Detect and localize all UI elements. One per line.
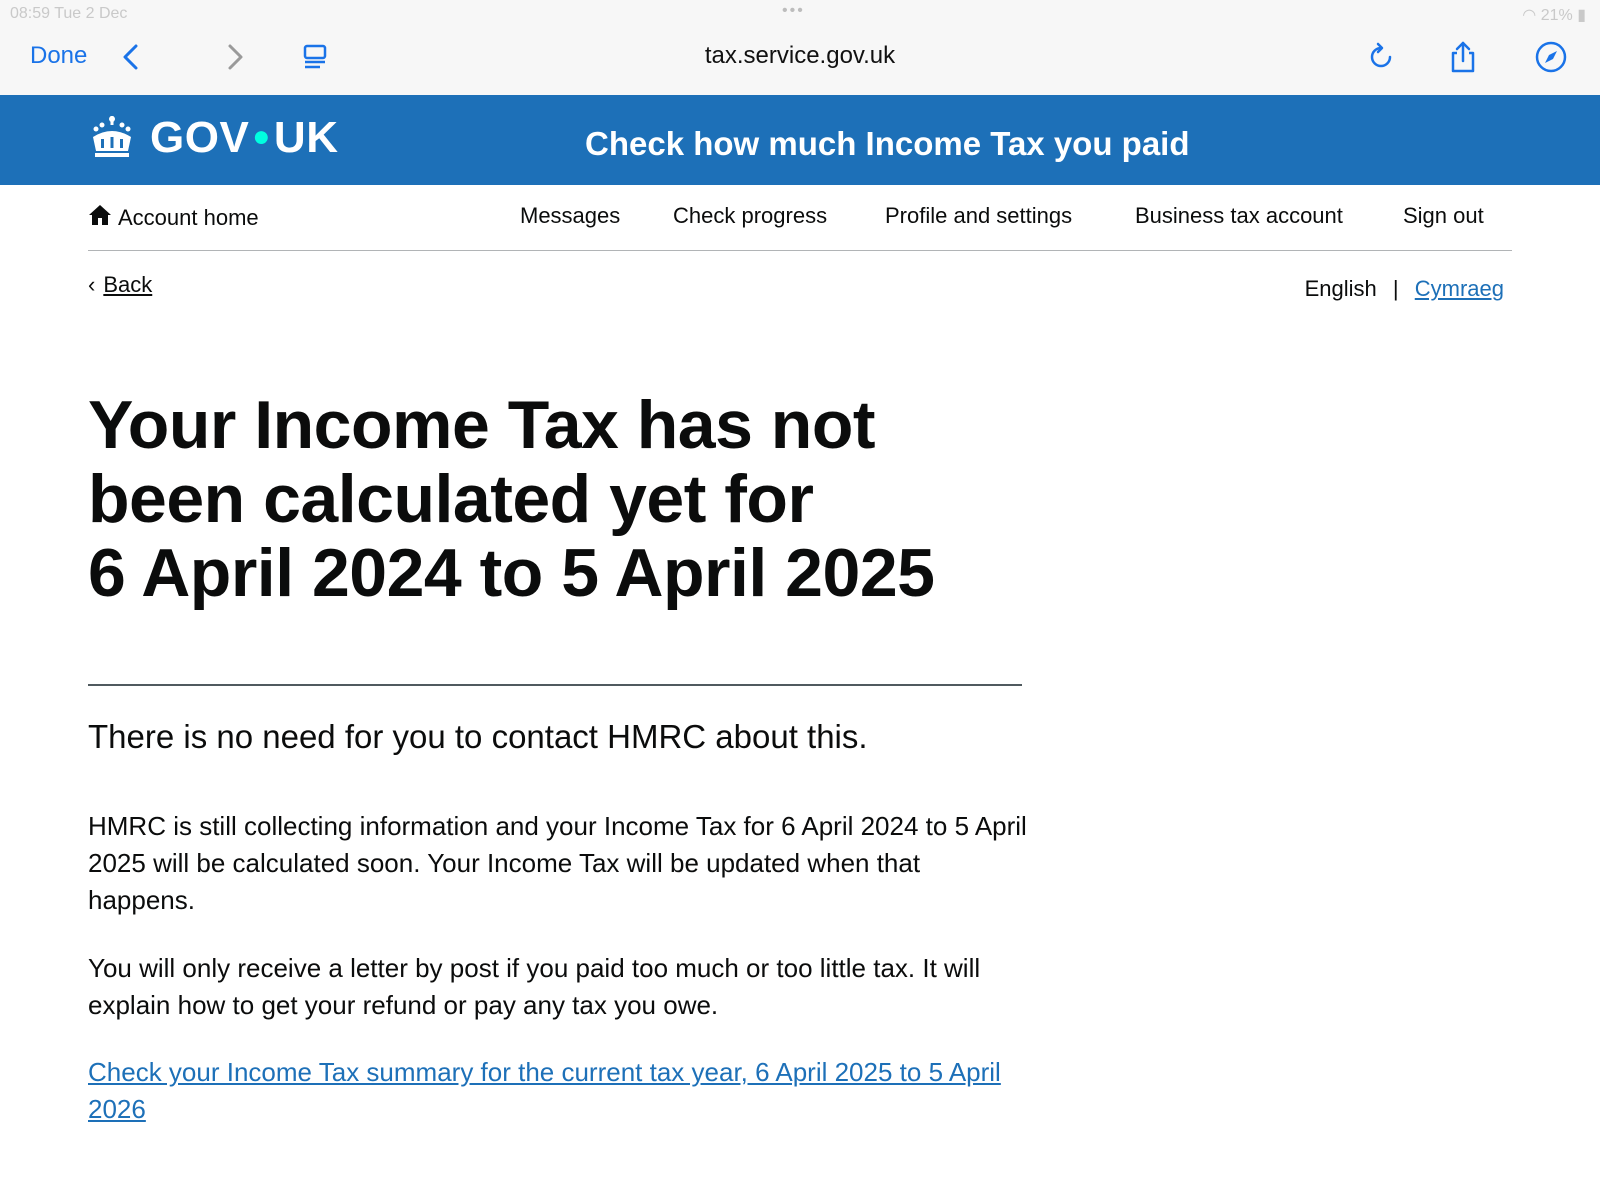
account-nav bbox=[88, 185, 1512, 251]
reload-icon[interactable] bbox=[1364, 40, 1398, 74]
logo-dot-icon: ● bbox=[252, 120, 271, 153]
nav-profile-settings[interactable]: Profile and settings bbox=[885, 203, 1073, 228]
nav-check-progress[interactable]: Check progress bbox=[673, 203, 828, 228]
status-time: 08:59 Tue 2 Dec bbox=[10, 5, 128, 22]
service-name[interactable]: Check how much Income Tax you paid bbox=[585, 125, 1190, 162]
multitasking-dots-icon[interactable]: ••• bbox=[782, 2, 805, 19]
crown-icon bbox=[88, 113, 136, 161]
body-paragraph-1: HMRC is still collecting information and your Income Tax for 6 April 2024 to 5 April 2025 will be calculated soon. Your Income Tax will be updated when that happens. bbox=[88, 811, 1027, 915]
home-icon bbox=[88, 203, 112, 227]
back-link[interactable]: ‹ Back bbox=[88, 272, 153, 297]
account-home-link[interactable]: Account home bbox=[88, 203, 259, 231]
share-icon[interactable] bbox=[1446, 40, 1480, 74]
nav-sign-out[interactable]: Sign out bbox=[1403, 203, 1484, 228]
govuk-logo[interactable]: GOV ●UK bbox=[150, 113, 339, 162]
battery-icon: ▮ bbox=[1577, 7, 1586, 24]
compass-icon[interactable] bbox=[1534, 40, 1568, 74]
chevron-left-icon: ‹ bbox=[88, 272, 96, 297]
url-bar[interactable]: tax.service.gov.uk bbox=[704, 42, 896, 69]
status-bar bbox=[0, 0, 1600, 30]
nav-messages[interactable]: Messages bbox=[520, 203, 621, 228]
nav-business-tax-account[interactable]: Business tax account bbox=[1135, 203, 1343, 228]
language-cymraeg-link[interactable]: Cymraeg bbox=[1414, 276, 1504, 301]
language-toggle bbox=[1305, 276, 1504, 302]
section-divider bbox=[88, 684, 1022, 686]
page-title: Your Income Tax has not been calculated yet for 6 April 2024 to 5 April 2025 bbox=[88, 387, 935, 611]
browser-toolbar bbox=[0, 30, 1600, 95]
language-current: English bbox=[1304, 276, 1377, 301]
done-button[interactable]: Done bbox=[30, 42, 88, 69]
body-paragraph-2: You will only receive a letter by post if you paid too much or too little tax. It will explain how to get your refund or pay any tax you owe. bbox=[88, 953, 981, 1020]
govuk-header bbox=[0, 95, 1600, 185]
current-tax-year-summary-link[interactable]: Check your Income Tax summary for the current tax year, 6 April 2025 to 5 April 2026 bbox=[88, 1057, 1001, 1124]
wifi-icon: ◠ bbox=[1522, 7, 1537, 24]
lead-text: There is no need for you to contact HMRC about this. bbox=[88, 718, 868, 755]
battery-level: 21% bbox=[1540, 7, 1573, 24]
language-separator: | bbox=[1392, 276, 1399, 301]
